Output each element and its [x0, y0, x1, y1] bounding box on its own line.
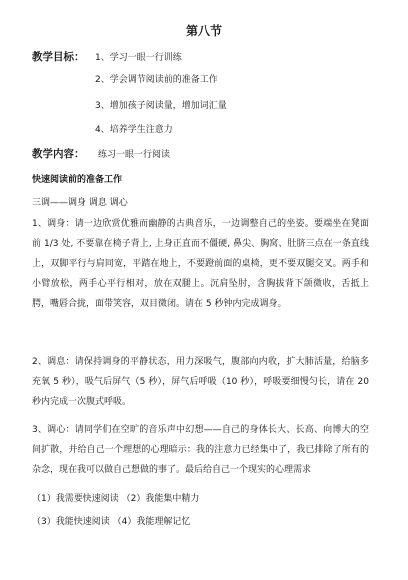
objective-item: 2、学会调节阅读前的准备工作: [95, 75, 218, 85]
page-title: 第八节: [185, 24, 222, 38]
needs-row: （1）我需要快速阅读 （2）我能集中精力: [32, 494, 200, 504]
content-text: 练习一眼一行阅读: [98, 150, 171, 160]
objectives-label: 教学目标：: [32, 51, 85, 63]
objective-item: 4、培养学生注意力: [95, 125, 173, 135]
paragraph-adjust-breath: 2、调息：请保持调身的平静状态，用力深吸气，腹部向内收，扩大肺活量，给脑多充氧 5 秒），吸气后屏气（5 秒），屏气后呼吸（10 秒），呼吸要细慢匀长，请在 20 秒内完成一次腹式呼吸。: [32, 357, 369, 407]
objective-item: 3、增加孩子阅读量，增加词汇量: [95, 101, 227, 111]
paragraph-adjust-body: 1、调身：请一边欣赏优雅而幽静的古典音乐，一边调整自己的坐姿。要端坐在凳面前 1/3 处, 不要靠在椅子背上, 上身正直而不僵硬, 鼻尖、胸窝、肚脐三点在一条直线上，双脚平行与肩同宽，平踏在地上，不要蹬前面的桌椅，更不要双腿交叉。两手和小臂放松，两手心平行相对，放在双腿上。沉肩坠肘，含胸拔背下颌微收，舌抵上腭，嘴唇合拢，面带笑容，双目微闭。请在 5 秒钟内完成调身。: [32, 219, 369, 309]
content-label: 教学内容：: [32, 148, 85, 160]
paragraph-adjust-mind: 3、调心：请同学们在空旷的音乐声中幻想——自己的身体长大、长高、向博大的空间扩散，并给自己一个理想的心理暗示：我的注意力已经集中了，我已排除了所有的杂念，现在我可以做自己想做的事了。最后给自己一个现实的心理需求: [32, 425, 369, 475]
objective-item: 1、学习一眼一行训练: [95, 53, 182, 63]
section-heading: 快速阅读前的准备工作: [32, 175, 123, 185]
needs-row: （3）我能快速阅读 （4）我能理解记忆: [32, 517, 191, 527]
three-adjust-line: 三调——调身 调息 调心: [32, 198, 128, 208]
